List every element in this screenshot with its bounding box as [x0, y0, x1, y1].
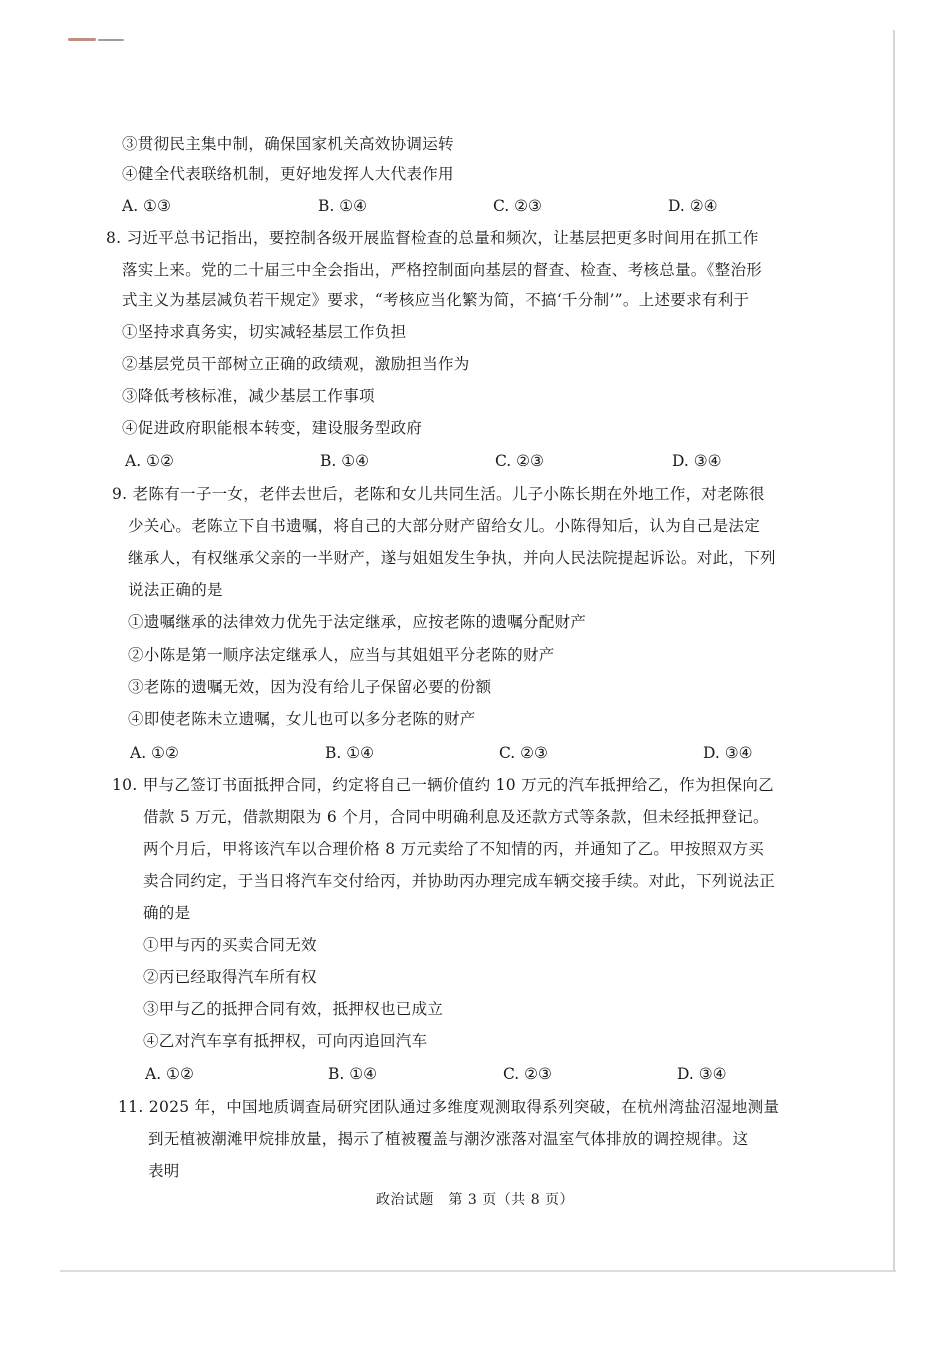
choice-item: ④乙对汽车享有抵押权，可向丙追回汽车: [143, 1032, 428, 1050]
choice-item: ④即使老陈未立遗嘱，女儿也可以多分老陈的财产: [128, 710, 476, 728]
scan-edge: [60, 1270, 896, 1272]
choice-item: ②小陈是第一顺序法定继承人，应当与其姐姐平分老陈的财产: [128, 646, 555, 664]
option-b: B. ①④: [328, 1065, 378, 1083]
question-stem: 到无植被潮滩甲烷排放量，揭示了植被覆盖与潮汐涨落对温室气体排放的调控规律。这: [148, 1130, 749, 1148]
option-c: C. ②③: [495, 452, 544, 470]
choice-item: ①甲与丙的买卖合同无效: [143, 936, 317, 954]
option-d: D. ③④: [672, 452, 722, 470]
option-c: C. ②③: [493, 197, 542, 215]
option-a: A. ①③: [122, 197, 171, 215]
option-a: A. ①②: [125, 452, 174, 470]
choice-item: ③甲与乙的抵押合同有效，抵押权也已成立: [143, 1000, 444, 1018]
question-stem: 两个月后，甲将该汽车以合理价格 8 万元卖给了不知情的丙，并通知了乙。甲按照双方买: [143, 840, 765, 858]
option-a: A. ①②: [145, 1065, 194, 1083]
scan-edge: [893, 30, 895, 1270]
question-stem: 式主义为基层减负若干规定》要求，“考核应当化繁为简，不搞‘千分制’”。上述要求有利于: [122, 291, 750, 309]
question-stem: 9. 老陈有一子一女，老伴去世后，老陈和女儿共同生活。儿子小陈长期在外地工作，对老陈很: [112, 485, 765, 503]
option-b: B. ①④: [318, 197, 368, 215]
option-c: C. ②③: [499, 744, 548, 762]
option-b: B. ①④: [325, 744, 375, 762]
question-stem: 落实上来。党的二十届三中全会指出，严格控制面向基层的督查、检查、考核总量。《整治形: [122, 261, 763, 279]
option-d: D. ③④: [677, 1065, 727, 1083]
option-a: A. ①②: [130, 744, 179, 762]
scan-mark: [68, 38, 128, 42]
choice-item: ③贯彻民主集中制，确保国家机关高效协调运转: [122, 135, 454, 153]
choice-item: ①坚持求真务实，切实减轻基层工作负担: [122, 323, 407, 341]
option-d: D. ③④: [703, 744, 753, 762]
question-stem: 少关心。老陈立下自书遗嘱，将自己的大部分财产留给女儿。小陈得知后，认为自己是法定: [128, 517, 761, 535]
choice-item: ④促进政府职能根本转变，建设服务型政府: [122, 419, 423, 437]
choice-item: ③老陈的遗嘱无效，因为没有给儿子保留必要的份额: [128, 678, 492, 696]
choice-item: ①遗嘱继承的法律效力优先于法定继承，应按老陈的遗嘱分配财产: [128, 613, 587, 631]
question-stem: 确的是: [143, 904, 191, 922]
question-stem: 10. 甲与乙签订书面抵押合同，约定将自己一辆价值约 10 万元的汽车抵押给乙，作为担保向乙: [112, 776, 774, 794]
question-stem: 11. 2025 年，中国地质调查局研究团队通过多维度观测取得系列突破，在杭州湾盐沼湿地测量: [118, 1098, 780, 1116]
question-stem: 借款 5 万元，借款期限为 6 个月，合同中明确利息及还款方式等条款，但未经抵押登记。: [143, 808, 769, 826]
option-b: B. ①④: [320, 452, 370, 470]
question-stem: 卖合同约定，于当日将汽车交付给丙，并协助丙办理完成车辆交接手续。对此，下列说法正: [143, 872, 776, 890]
choice-item: ②基层党员干部树立正确的政绩观，激励担当作为: [122, 355, 470, 373]
choice-item: ③降低考核标准，减少基层工作事项: [122, 387, 375, 405]
choice-item: ②丙已经取得汽车所有权: [143, 968, 317, 986]
page-footer: 政治试题 第 3 页（共 8 页）: [375, 1192, 575, 1208]
question-stem: 说法正确的是: [128, 581, 223, 599]
question-stem: 8. 习近平总书记指出，要控制各级开展监督检查的总量和频次，让基层把更多时间用在抓工作: [106, 229, 759, 247]
question-stem: 继承人，有权继承父亲的一半财产，遂与姐姐发生争执，并向人民法院提起诉讼。对此，下列: [128, 549, 776, 567]
option-c: C. ②③: [503, 1065, 552, 1083]
question-stem: 表明: [148, 1162, 180, 1180]
choice-item: ④健全代表联络机制，更好地发挥人大代表作用: [122, 165, 454, 183]
option-d: D. ②④: [668, 197, 718, 215]
